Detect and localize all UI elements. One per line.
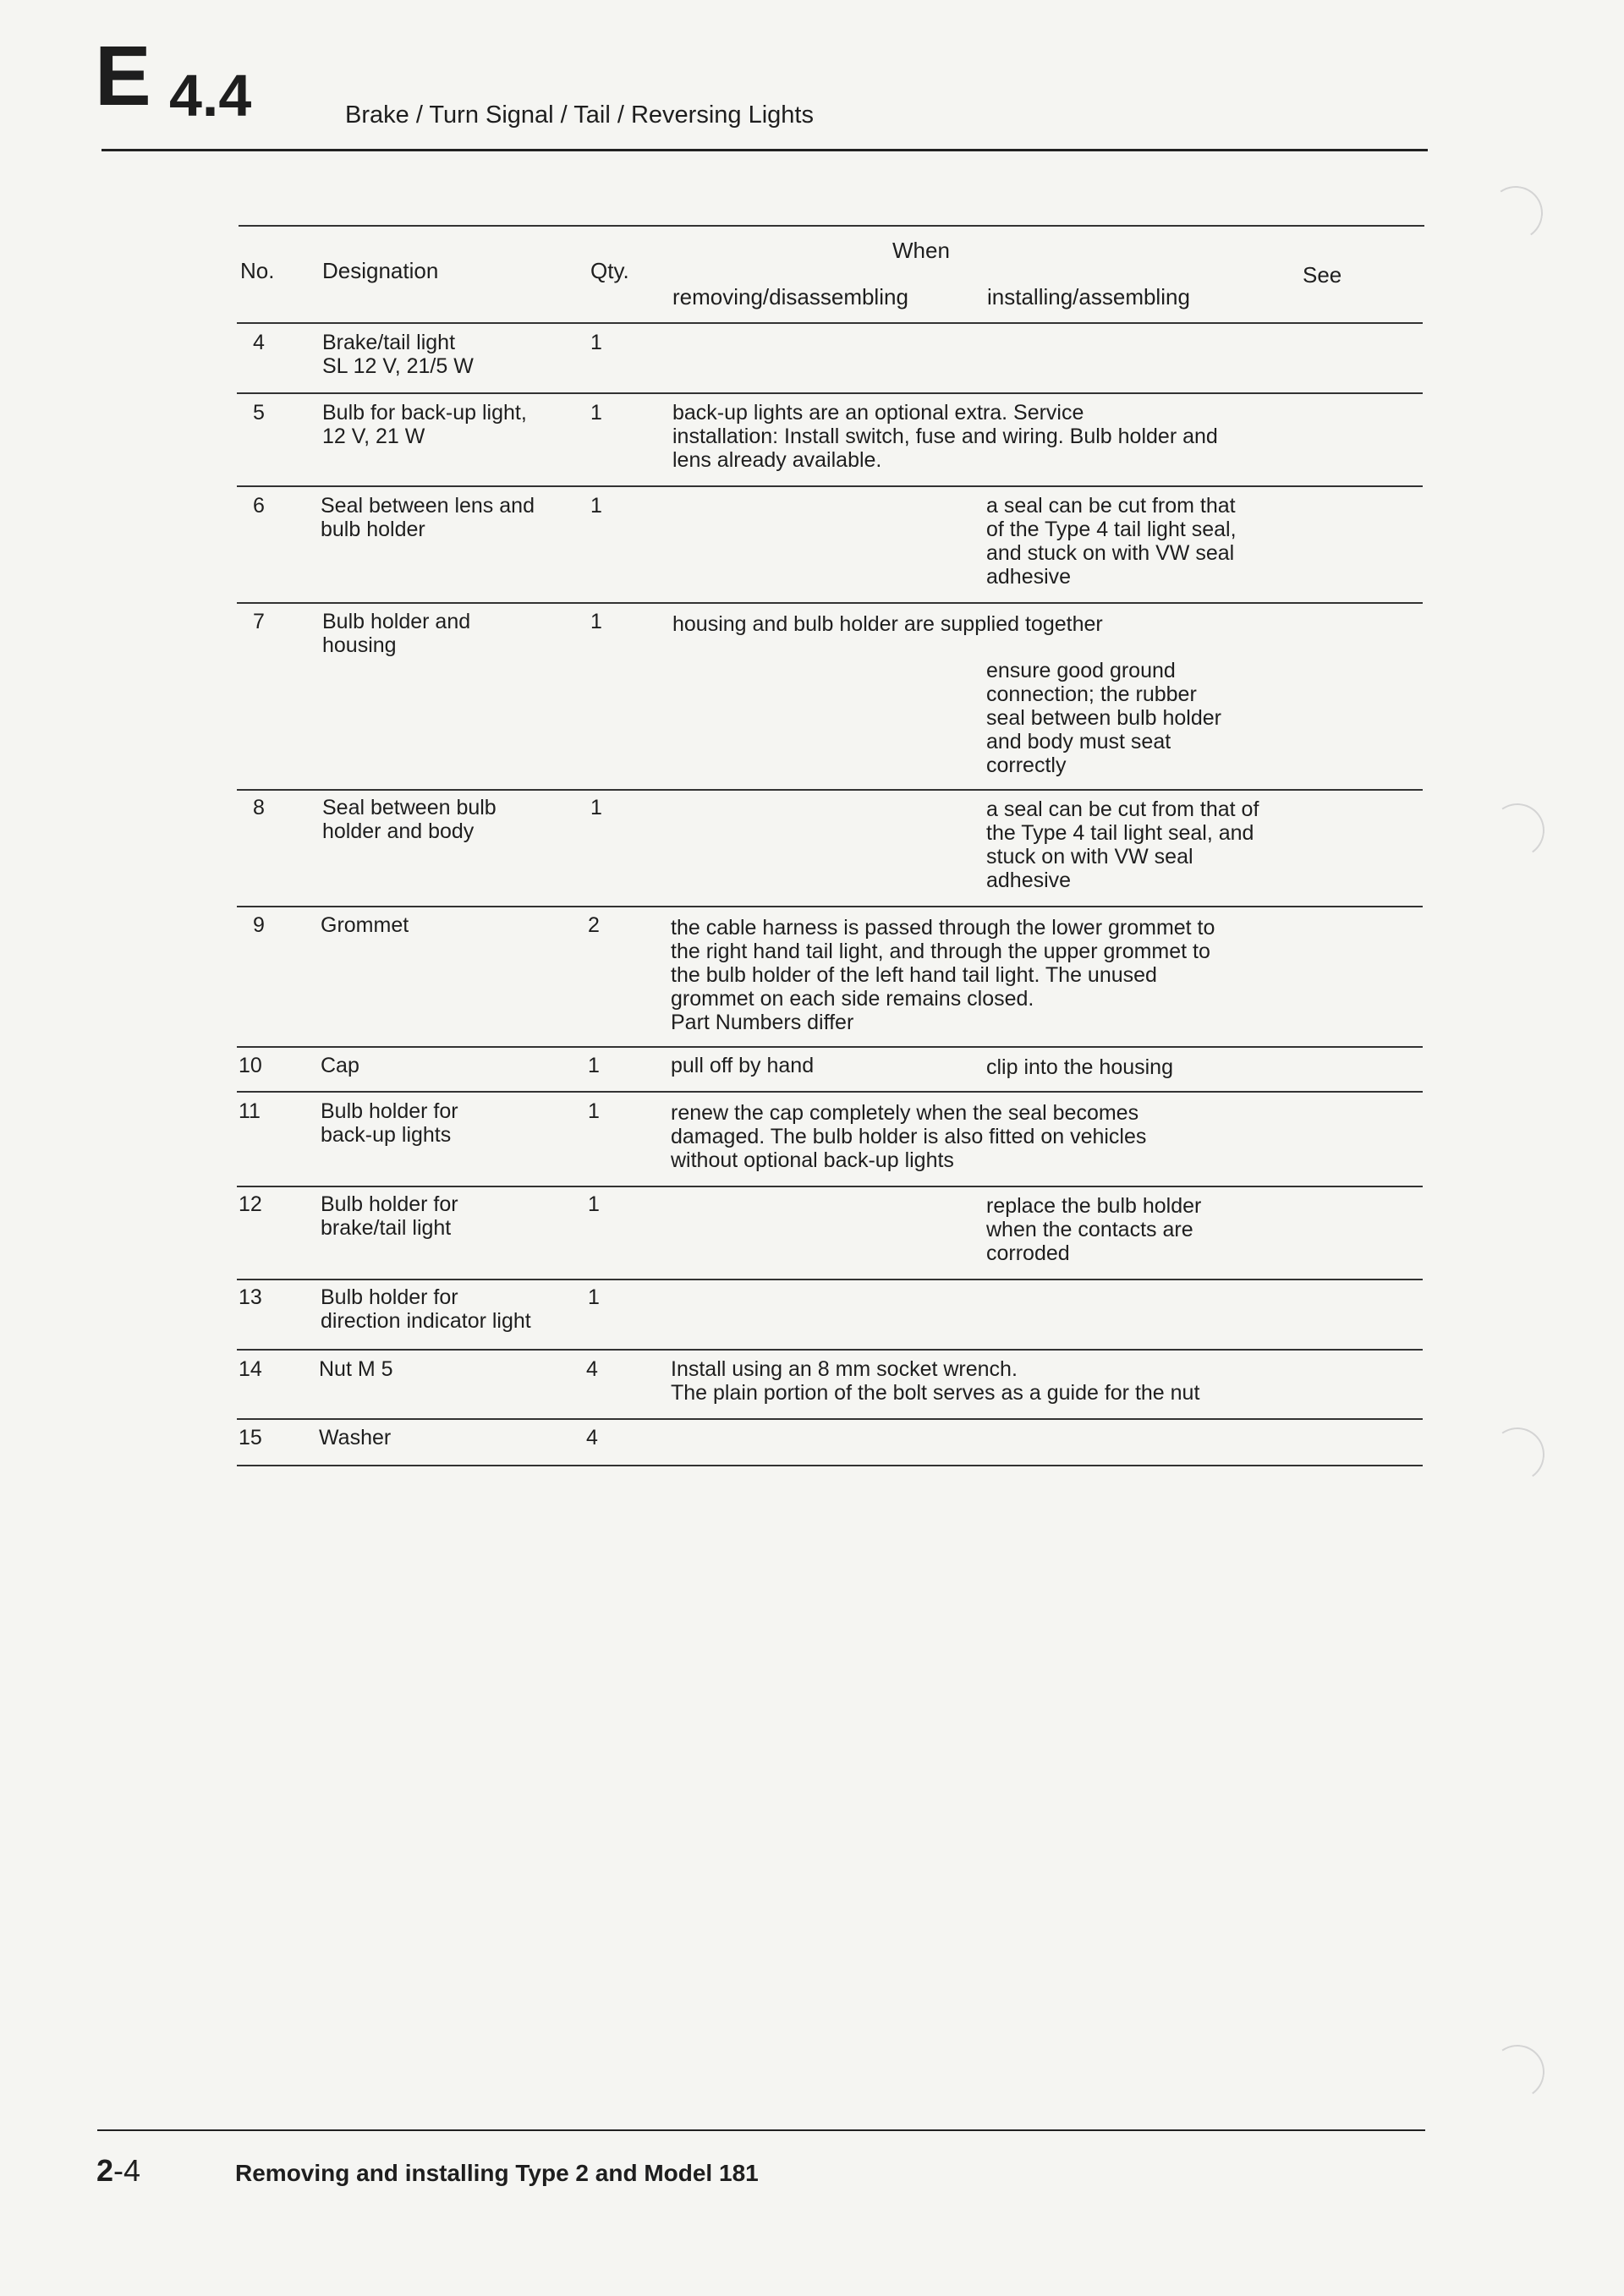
- header-see: See: [1303, 262, 1342, 288]
- row-rule: [237, 602, 1423, 604]
- row-7-qty: 1: [590, 610, 602, 633]
- row-4-designation: Brake/tail light SL 12 V, 21/5 W: [322, 331, 474, 378]
- row-15-designation: Washer: [319, 1426, 392, 1449]
- header-designation: Designation: [322, 258, 439, 283]
- row-rule: [237, 1418, 1423, 1420]
- row-14-removing: Install using an 8 mm socket wrench. The plain portion of the bolt serves as a guide for the nut: [671, 1357, 1200, 1405]
- row-12-designation: Bulb holder for brake/tail light: [321, 1192, 458, 1240]
- page-num: 4: [123, 2153, 141, 2188]
- row-4-no: 4: [253, 331, 265, 354]
- page-chapter: 2: [96, 2153, 114, 2188]
- page-title: Brake / Turn Signal / Tail / Reversing Lights: [345, 101, 814, 129]
- footer-title: Removing and installing Type 2 and Model 181: [235, 2160, 759, 2186]
- row-4-qty: 1: [590, 331, 602, 354]
- row-10-qty: 1: [588, 1054, 600, 1077]
- row-9-designation: Grommet: [321, 913, 409, 937]
- row-7-removing: housing and bulb holder are supplied together: [672, 612, 1103, 636]
- row-7-no: 7: [253, 610, 265, 633]
- row-rule: [237, 485, 1423, 487]
- row-6-no: 6: [253, 494, 265, 518]
- header-when: When: [892, 238, 950, 263]
- row-15-no: 15: [239, 1426, 262, 1449]
- row-10-no: 10: [239, 1054, 262, 1077]
- section-letter: E: [95, 29, 150, 123]
- row-11-no: 11: [239, 1099, 261, 1123]
- row-8-qty: 1: [590, 796, 602, 819]
- row-15-qty: 4: [586, 1426, 598, 1449]
- row-rule: [237, 789, 1423, 791]
- row-rule: [237, 906, 1423, 907]
- header-bottom-rule: [237, 322, 1423, 324]
- table-top-rule: [239, 225, 1424, 227]
- row-7-designation: Bulb holder and housing: [322, 610, 471, 657]
- header-removing: removing/disassembling: [672, 284, 908, 310]
- row-11-removing: renew the cap completely when the seal becomes damaged. The bulb holder is also fitted on vehicles without optional back-up lights: [671, 1101, 1147, 1172]
- row-5-removing: back-up lights are an optional extra. Service installation: Install switch, fuse and wiring. Bulb holder and lens already available.: [672, 401, 1218, 472]
- row-10-designation: Cap: [321, 1054, 359, 1077]
- row-rule: [237, 1091, 1423, 1093]
- page-number: [96, 2153, 140, 2189]
- row-12-no: 12: [239, 1192, 262, 1216]
- row-10-installing: clip into the housing: [986, 1055, 1173, 1079]
- row-6-installing: a seal can be cut from that of the Type 4 tail light seal, and stuck on with VW seal adhesive: [986, 494, 1237, 589]
- row-8-no: 8: [253, 796, 265, 819]
- row-5-qty: 1: [590, 401, 602, 425]
- row-14-designation: Nut M 5: [319, 1357, 393, 1381]
- row-8-designation: Seal between bulb holder and body: [322, 796, 497, 843]
- row-rule: [237, 392, 1423, 394]
- row-rule: [237, 1186, 1423, 1187]
- row-14-no: 14: [239, 1357, 262, 1381]
- header-qty: Qty.: [590, 258, 629, 283]
- row-10-removing: pull off by hand: [671, 1054, 815, 1077]
- row-13-designation: Bulb holder for direction indicator light: [321, 1285, 531, 1333]
- row-12-installing: replace the bulb holder when the contacts are corroded: [986, 1194, 1202, 1265]
- header-installing: installing/assembling: [987, 284, 1190, 310]
- table-bottom-rule: [237, 1465, 1423, 1466]
- row-14-qty: 4: [586, 1357, 598, 1381]
- row-rule: [237, 1046, 1423, 1048]
- row-11-designation: Bulb holder for back-up lights: [321, 1099, 458, 1147]
- row-5-designation: Bulb for back-up light, 12 V, 21 W: [322, 401, 527, 448]
- section-number: 4.4: [169, 63, 252, 129]
- page-sep: -: [113, 2153, 124, 2188]
- row-12-qty: 1: [588, 1192, 600, 1216]
- row-9-qty: 2: [588, 913, 600, 937]
- row-rule: [237, 1279, 1423, 1280]
- row-6-designation: Seal between lens and bulb holder: [321, 494, 535, 541]
- footer-rule: [97, 2129, 1425, 2131]
- row-8-installing: a seal can be cut from that of the Type 4 tail light seal, and stuck on with VW seal adhesive: [986, 797, 1259, 892]
- row-6-qty: 1: [590, 494, 602, 518]
- row-11-qty: 1: [588, 1099, 600, 1123]
- header-no: No.: [240, 258, 275, 283]
- row-13-no: 13: [239, 1285, 262, 1309]
- row-5-no: 5: [253, 401, 265, 425]
- row-13-qty: 1: [588, 1285, 600, 1309]
- row-9-no: 9: [253, 913, 265, 937]
- row-rule: [237, 1349, 1423, 1351]
- row-7-installing: ensure good ground connection; the rubber seal between bulb holder and body must seat correctly: [986, 659, 1221, 777]
- row-9-removing: the cable harness is passed through the lower grommet to the right hand tail light, and through the upper grommet to the bulb holder of the left hand tail light. The unused grommet on each side remains closed. Part Numbers differ: [671, 916, 1215, 1034]
